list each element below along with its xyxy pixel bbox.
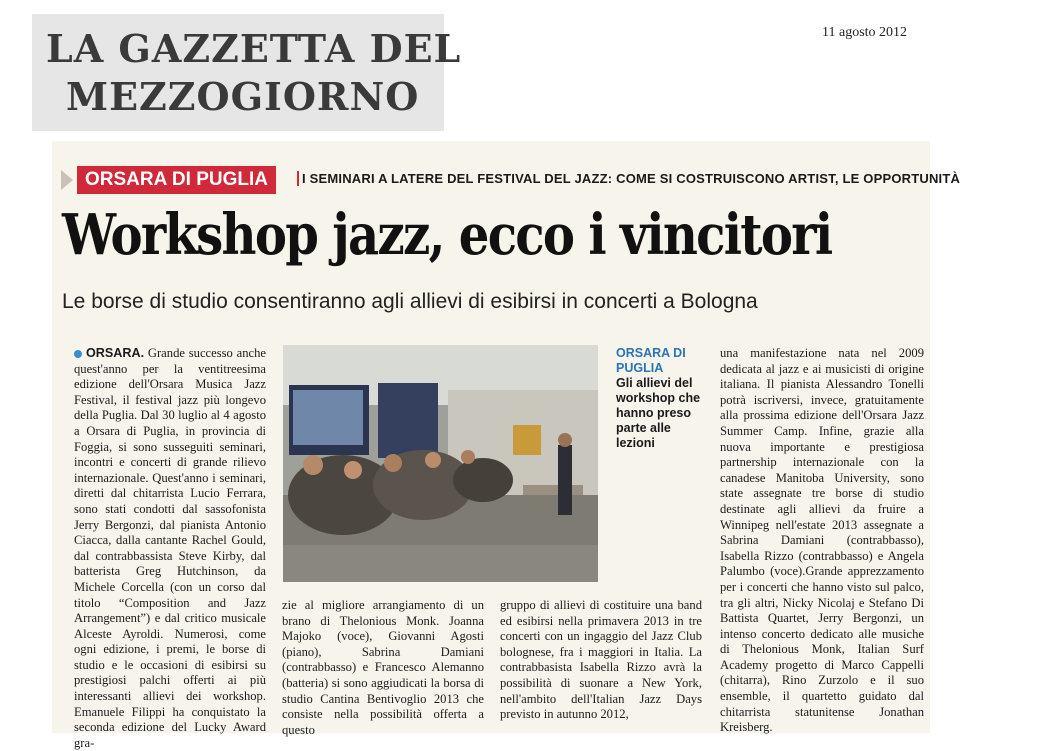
masthead-line-2: MEZZOGIORNO <box>66 74 420 119</box>
article-kicker: I SEMINARI A LATERE DEL FESTIVAL DEL JAZZ: COME SI COSTRUISCONO ARTIST, LE OPPORTUNITÀ <box>297 171 960 186</box>
photo-caption <box>616 346 710 451</box>
article-column-2: zie al migliore arrangiamento di un brano di Thelonious Monk. Joanna Majoko (voce), Giovanni Agosti (piano), Sabrina Damiani (contrabbasso) e Francesco Alemanno (batteria) si sono aggiudicati la borsa di studio Cantina Bentivoglio 2013 che consiste nella possibilità offerta a questo <box>282 598 484 737</box>
tag-arrow-icon <box>61 170 73 190</box>
column-1-text: Grande successo anche quest'anno per la ventitreesima edizione dell'Orsara Musica Jazz Festival, il festival jazz più longevo della Puglia. Dal 30 luglio al 4 agosto a Orsara di Puglia, in provincia di Foggia, si sono susseguiti seminari, incontri e concerti di grande rilievo internazionale. Quest'anno i seminari, diretti dal chitarrista Lucio Ferrara, sono stati condotti dal sassofonista Jerry Bergonzi, dal pianista Antonio Ciacca, dalla cantante Rachel Gould, dal contrabbassista Steve Kirby, dal batterista Greg Hutchinson, da Michele Corcella (con un corso dal titolo “Composition and Jazz Arrangement”) e dal critico musicale Alceste Ayroldi. Numerosi, come ogni edizione, i premi, le borse di studio e le occasioni di esibirsi su prestigiosi palchi offerti ai più interessanti allievi dei workshop. Emanuele Filippi ha conquistato la seconda edizione del Lucky Award gra- <box>74 346 266 750</box>
masthead-line-1: LA GAZZETTA DEL <box>46 26 462 71</box>
section-tag: ORSARA DI PUGLIA <box>77 166 276 194</box>
bullet-dot-icon <box>74 350 82 358</box>
article-tag-bar <box>61 166 961 194</box>
caption-place: ORSARA DI PUGLIA <box>616 346 686 375</box>
article-column-1 <box>74 346 266 751</box>
article-subhead: Le borse di studio consentiranno agli allievi di esibirsi in concerti a Bologna <box>62 290 758 313</box>
article-column-4: una manifestazione nata nel 2009 dedicata al jazz e ai musicisti di origine italiana. Il pianista Alessandro Tonelli potrà iscriversi, invece, gratuitamente alla prossima edizione dell'Orsara Jazz Summer Camp. Infine, grazie alla nuova importante e prestigiosa partnership internazionale con la canadese Manitoba University, sono state assegnate tre borse di studio destinate agli allievi da fruire a Winnipeg nell'estate 2013 assegnate a Sabrina Damiani (contrabbasso), Isabella Rizzo (contrabbasso) e Angela Palumbo (voce).Grande apprezzamento per i concerti che hanno visto sul palco, tra gli altri, Nicky Nicolaj e Stefano Di Battista Quartet, Jerry Bergonzi, un intenso concerto dedicato alle musiche di Thelonious Monk, Italian Surf Academy progetto di Marco Cappelli (chitarra), Rino Zurzolo e il suo ensemble, il quartetto guidato dal chitarrista statunitense Jonathan Kreisberg. <box>720 346 924 735</box>
dateline: ORSARA. <box>86 346 145 360</box>
newspaper-masthead <box>32 14 462 131</box>
caption-text: Gli allievi del workshop che hanno preso parte alle lezioni <box>616 376 701 450</box>
workshop-photo <box>283 345 598 582</box>
publication-date: 11 agosto 2012 <box>822 25 908 40</box>
article-headline: Workshop jazz, ecco i vincitori <box>62 202 832 268</box>
article-column-3: gruppo di allievi di costituire una band ed esibirsi nella primavera 2013 in tre concerti con un ingaggio del Jazz Club bolognese, fra i maggiori in Italia. La contrabbasista Isabella Rizzo avrà la possibilità di suonare a New York, nell'ambito dell'Italian Jazz Days previsto in autunno 2012, <box>500 598 702 722</box>
